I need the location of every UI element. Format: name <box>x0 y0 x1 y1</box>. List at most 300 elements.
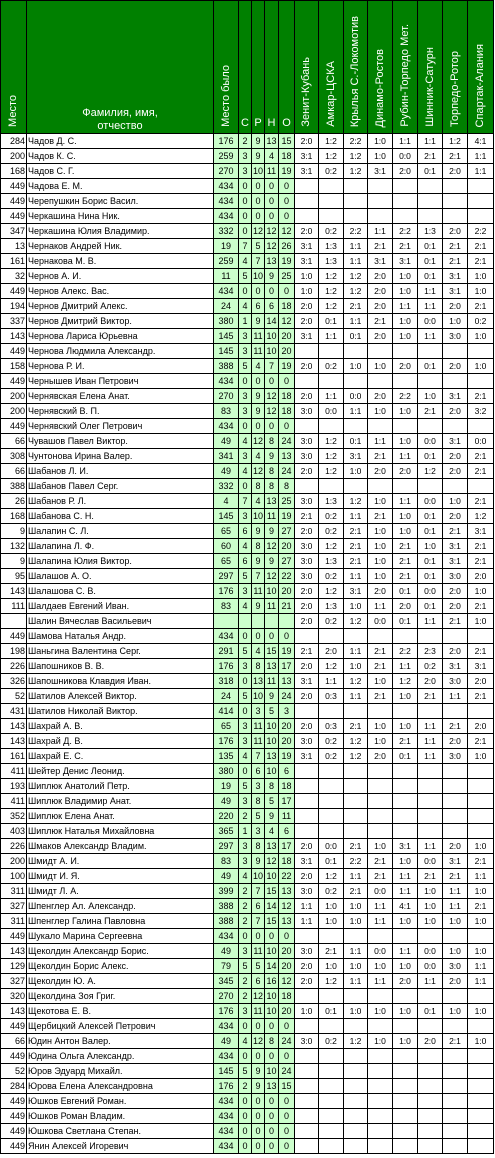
was-cell: 145 <box>214 509 239 524</box>
h-cell: 14 <box>265 899 279 914</box>
place-cell: 32 <box>1 269 27 284</box>
h-cell: 12 <box>265 854 279 869</box>
o-cell: 13 <box>279 449 295 464</box>
score-cell: 1:1 <box>368 224 393 239</box>
score-cell: 2:1 <box>443 1034 468 1049</box>
name-cell: Шатилов Алексей Виктор. <box>27 689 214 704</box>
score-cell: 1:0 <box>468 1034 494 1049</box>
c-cell: 5 <box>239 569 252 584</box>
score-cell: 2:1 <box>368 869 393 884</box>
h-cell: 0 <box>265 194 279 209</box>
r-cell: 9 <box>252 524 265 539</box>
score-cell: 1:0 <box>468 284 494 299</box>
score-cell <box>344 479 368 494</box>
score-cell: 0:0 <box>418 854 443 869</box>
c-cell: 0 <box>239 1019 252 1034</box>
score-cell <box>344 1049 368 1064</box>
score-cell: 1:2 <box>319 269 344 284</box>
score-cell: 1:0 <box>295 269 319 284</box>
r-cell: 7 <box>252 884 265 899</box>
score-cell: 3:1 <box>393 839 418 854</box>
was-cell: 49 <box>214 944 239 959</box>
score-cell: 1:1 <box>468 164 494 179</box>
r-cell: 0 <box>252 1109 265 1124</box>
c-cell: 2 <box>239 809 252 824</box>
name-cell: Чернова Лариса Юрьевна <box>27 329 214 344</box>
c-cell: 2 <box>239 134 252 149</box>
score-cell: 2:1 <box>468 734 494 749</box>
name-cell: Щеколдин Борис Алекс. <box>27 959 214 974</box>
table-row <box>1 1049 494 1064</box>
place-cell: 449 <box>1 209 27 224</box>
score-cell <box>468 794 494 809</box>
o-cell: 8 <box>279 479 295 494</box>
score-cell: 1:0 <box>295 1004 319 1019</box>
score-cell: 1:1 <box>393 494 418 509</box>
score-cell <box>368 344 393 359</box>
score-cell: 0:0 <box>368 944 393 959</box>
score-cell <box>443 179 468 194</box>
o-cell: 12 <box>279 899 295 914</box>
table-row <box>1 1034 494 1049</box>
score-cell: 0:1 <box>418 599 443 614</box>
place-cell: 431 <box>1 704 27 719</box>
place-cell: 449 <box>1 284 27 299</box>
was-cell: 434 <box>214 209 239 224</box>
score-cell: 2:1 <box>468 899 494 914</box>
score-cell: 3:0 <box>295 884 319 899</box>
was-cell: 49 <box>214 794 239 809</box>
place-cell: 449 <box>1 929 27 944</box>
c-cell: 0 <box>239 674 252 689</box>
c-cell: 3 <box>239 839 252 854</box>
score-cell <box>319 1109 344 1124</box>
score-cell: 2:0 <box>368 269 393 284</box>
h-cell: 12 <box>265 224 279 239</box>
score-cell: 1:0 <box>295 284 319 299</box>
was-cell: 434 <box>214 1019 239 1034</box>
score-cell: 1:1 <box>295 914 319 929</box>
r-cell: 11 <box>252 584 265 599</box>
was-cell: 345 <box>214 974 239 989</box>
score-cell <box>368 209 393 224</box>
score-cell: 3:1 <box>468 524 494 539</box>
c-cell: 3 <box>239 944 252 959</box>
table-row <box>1 824 494 839</box>
score-cell <box>368 779 393 794</box>
table-row <box>1 1064 494 1079</box>
score-cell: 0:0 <box>393 149 418 164</box>
score-cell: 0:1 <box>418 509 443 524</box>
match-header: Рубин-Торпедо Мет. <box>393 1 418 134</box>
name-cell: Шейтер Денис Леонид. <box>27 764 214 779</box>
o-cell: 20 <box>279 944 295 959</box>
score-cell <box>344 794 368 809</box>
score-cell: 1:1 <box>368 599 393 614</box>
score-cell <box>368 989 393 1004</box>
score-cell <box>443 929 468 944</box>
score-cell: 1:0 <box>468 749 494 764</box>
score-cell: 3:0 <box>443 959 468 974</box>
score-cell: 1:1 <box>443 884 468 899</box>
table-row <box>1 239 494 254</box>
score-cell: 0:2 <box>319 359 344 374</box>
table-row <box>1 494 494 509</box>
o-cell: 13 <box>279 884 295 899</box>
score-cell: 2:1 <box>468 539 494 554</box>
score-cell <box>344 764 368 779</box>
name-cell: Шиплюк Владимир Анат. <box>27 794 214 809</box>
place-cell: 200 <box>1 389 27 404</box>
table-row <box>1 284 494 299</box>
c-cell: 5 <box>239 779 252 794</box>
score-cell: 2:0 <box>295 959 319 974</box>
score-cell: 1:0 <box>468 839 494 854</box>
score-cell: 2:1 <box>368 659 393 674</box>
score-cell: 3:0 <box>295 404 319 419</box>
place-cell: 66 <box>1 464 27 479</box>
was-cell: 24 <box>214 299 239 314</box>
score-cell: 1:3 <box>319 599 344 614</box>
score-cell <box>468 1064 494 1079</box>
score-cell: 2:1 <box>319 944 344 959</box>
score-cell: 2:0 <box>295 524 319 539</box>
score-cell: 0:0 <box>418 959 443 974</box>
score-cell <box>368 479 393 494</box>
table-row <box>1 674 494 689</box>
score-cell <box>468 929 494 944</box>
c-cell: 0 <box>239 704 252 719</box>
place-cell: 226 <box>1 659 27 674</box>
place-cell: 198 <box>1 644 27 659</box>
score-cell <box>368 764 393 779</box>
r-cell: 12 <box>252 464 265 479</box>
r-cell: 7 <box>252 914 265 929</box>
score-cell <box>418 419 443 434</box>
c-cell: 4 <box>239 1034 252 1049</box>
table-row <box>1 914 494 929</box>
score-cell: 2:0 <box>443 464 468 479</box>
score-cell: 3:0 <box>295 539 319 554</box>
score-cell <box>319 374 344 389</box>
score-cell <box>443 1109 468 1124</box>
score-cell: 2:1 <box>468 464 494 479</box>
score-cell: 1:1 <box>418 134 443 149</box>
place-cell: 194 <box>1 299 27 314</box>
h-cell: 14 <box>265 959 279 974</box>
r-cell: 0 <box>252 1094 265 1109</box>
table-row <box>1 809 494 824</box>
h-cell: 8 <box>265 479 279 494</box>
r-cell: 11 <box>252 734 265 749</box>
name-cell: Шиплюк Елена Анат. <box>27 809 214 824</box>
o-cell: 17 <box>279 659 295 674</box>
score-cell: 0:1 <box>418 254 443 269</box>
score-cell <box>468 779 494 794</box>
name-cell: Шахрай Е. С. <box>27 749 214 764</box>
score-cell <box>344 1019 368 1034</box>
score-cell <box>443 1094 468 1109</box>
table-row <box>1 719 494 734</box>
c-cell: 7 <box>239 239 252 254</box>
score-cell: 2:0 <box>295 689 319 704</box>
score-cell: 1:2 <box>344 1034 368 1049</box>
score-cell: 1:1 <box>468 149 494 164</box>
score-cell <box>344 629 368 644</box>
score-cell: 2:0 <box>443 359 468 374</box>
c-cell: 0 <box>239 929 252 944</box>
was-cell: 176 <box>214 659 239 674</box>
table-row <box>1 419 494 434</box>
match-header: Шинник-Сатурн <box>418 1 443 134</box>
c-cell: 0 <box>239 374 252 389</box>
r-cell: 3 <box>252 779 265 794</box>
score-cell <box>393 704 418 719</box>
score-cell <box>393 179 418 194</box>
place-cell: 143 <box>1 1004 27 1019</box>
c-cell: 4 <box>239 464 252 479</box>
score-cell <box>344 1124 368 1139</box>
score-cell: 1:0 <box>468 584 494 599</box>
h-cell: 14 <box>265 314 279 329</box>
o-cell: 24 <box>279 1064 295 1079</box>
place-cell: 411 <box>1 794 27 809</box>
o-cell: 6 <box>279 824 295 839</box>
name-cell: Чадов Д. С. <box>27 134 214 149</box>
o-cell: 22 <box>279 569 295 584</box>
r-cell: 9 <box>252 389 265 404</box>
table-row <box>1 179 494 194</box>
score-cell: 2:0 <box>443 404 468 419</box>
was-header: Место было <box>214 1 239 134</box>
score-cell <box>344 419 368 434</box>
score-cell: 2:1 <box>443 239 468 254</box>
score-cell: 1:0 <box>344 659 368 674</box>
was-cell: 176 <box>214 734 239 749</box>
score-cell <box>319 824 344 839</box>
score-cell: 3:0 <box>295 494 319 509</box>
was-cell: 145 <box>214 329 239 344</box>
place-cell: 449 <box>1 629 27 644</box>
score-cell <box>418 989 443 1004</box>
score-cell: 0:3 <box>319 719 344 734</box>
h-cell: 8 <box>265 779 279 794</box>
name-cell: Шмаков Александр Владим. <box>27 839 214 854</box>
table-row <box>1 944 494 959</box>
place-cell: 168 <box>1 164 27 179</box>
score-cell: 2:1 <box>443 869 468 884</box>
table-row <box>1 629 494 644</box>
score-cell <box>418 809 443 824</box>
score-cell <box>368 1109 393 1124</box>
table-row <box>1 1094 494 1109</box>
table-row <box>1 374 494 389</box>
score-cell: 0:2 <box>319 224 344 239</box>
name-cell: Шалапин С. Л. <box>27 524 214 539</box>
score-cell: 2:0 <box>368 749 393 764</box>
c-cell: 1 <box>239 314 252 329</box>
score-cell <box>443 209 468 224</box>
place-cell: 449 <box>1 374 27 389</box>
score-cell: 1:0 <box>443 944 468 959</box>
score-cell <box>468 179 494 194</box>
score-cell: 1:2 <box>319 434 344 449</box>
score-cell: 2:0 <box>295 974 319 989</box>
score-cell: 2:0 <box>468 569 494 584</box>
place-header: Место <box>1 1 27 134</box>
r-cell: 0 <box>252 179 265 194</box>
was-cell: 434 <box>214 1109 239 1124</box>
was-cell: 49 <box>214 1034 239 1049</box>
score-cell <box>295 794 319 809</box>
score-cell: 1:1 <box>468 959 494 974</box>
score-cell <box>319 809 344 824</box>
table-row <box>1 299 494 314</box>
c-cell: 2 <box>239 974 252 989</box>
name-cell: Щербицкий Алексей Петрович <box>27 1019 214 1034</box>
table-row <box>1 1079 494 1094</box>
name-cell: Шукало Марина Сергеевна <box>27 929 214 944</box>
o-cell: 19 <box>279 644 295 659</box>
score-cell: 3:0 <box>295 449 319 464</box>
o-cell: 6 <box>279 764 295 779</box>
score-cell: 1:0 <box>368 569 393 584</box>
name-cell: Шмидт Л. А. <box>27 884 214 899</box>
o-cell: 0 <box>279 1124 295 1139</box>
score-cell <box>468 419 494 434</box>
score-cell <box>319 1124 344 1139</box>
place-cell: 193 <box>1 779 27 794</box>
score-cell: 0:1 <box>418 359 443 374</box>
c-cell: 2 <box>239 989 252 1004</box>
score-cell <box>319 1139 344 1154</box>
name-cell: Чернявский В. П. <box>27 404 214 419</box>
score-cell: 1:1 <box>344 869 368 884</box>
place-cell: 9 <box>1 524 27 539</box>
score-cell: 3:1 <box>368 254 393 269</box>
score-cell: 2:0 <box>295 869 319 884</box>
c-cell: 3 <box>239 794 252 809</box>
score-cell: 1:0 <box>443 494 468 509</box>
table-row <box>1 749 494 764</box>
table-row <box>1 344 494 359</box>
score-cell <box>418 779 443 794</box>
score-cell: 1:0 <box>393 404 418 419</box>
c-cell: 0 <box>239 764 252 779</box>
score-cell: 3:1 <box>468 659 494 674</box>
name-cell: Шалашова С. В. <box>27 584 214 599</box>
score-cell <box>393 629 418 644</box>
score-cell <box>319 1064 344 1079</box>
place-cell: 326 <box>1 674 27 689</box>
score-cell: 1:0 <box>368 734 393 749</box>
r-cell: 9 <box>252 1064 265 1079</box>
was-cell: 270 <box>214 989 239 1004</box>
score-cell: 2:1 <box>418 689 443 704</box>
c-cell: 0 <box>239 419 252 434</box>
score-cell <box>368 1139 393 1154</box>
score-cell: 2:1 <box>393 554 418 569</box>
c-cell: 0 <box>239 1094 252 1109</box>
was-cell: 65 <box>214 554 239 569</box>
score-cell: 1:1 <box>344 974 368 989</box>
score-cell: 2:0 <box>418 1034 443 1049</box>
o-cell: 12 <box>279 974 295 989</box>
score-cell <box>468 824 494 839</box>
score-cell: 2:1 <box>468 689 494 704</box>
place-cell: 449 <box>1 179 27 194</box>
score-cell <box>319 1019 344 1034</box>
c-cell: 0 <box>239 284 252 299</box>
score-cell: 1:1 <box>344 254 368 269</box>
score-cell: 2:2 <box>344 134 368 149</box>
r-cell: 12 <box>252 224 265 239</box>
score-cell: 3:0 <box>443 674 468 689</box>
name-cell: Шабанова С. Н. <box>27 509 214 524</box>
score-cell: 2:1 <box>468 254 494 269</box>
table-row <box>1 509 494 524</box>
score-cell: 0:1 <box>418 524 443 539</box>
score-cell: 1:1 <box>344 239 368 254</box>
score-cell <box>393 794 418 809</box>
h-cell: 0 <box>265 1139 279 1154</box>
score-cell: 1:0 <box>468 884 494 899</box>
score-cell: 1:0 <box>368 719 393 734</box>
place-cell: 66 <box>1 434 27 449</box>
score-cell: 0:1 <box>393 614 418 629</box>
r-cell: 4 <box>252 449 265 464</box>
score-cell: 2:2 <box>344 224 368 239</box>
c-cell: 3 <box>239 449 252 464</box>
score-cell <box>344 929 368 944</box>
score-cell <box>418 1094 443 1109</box>
place-cell: 449 <box>1 344 27 359</box>
name-cell: Юдина Ольга Александр. <box>27 1049 214 1064</box>
o-cell: 20 <box>279 719 295 734</box>
score-cell: 2:1 <box>443 614 468 629</box>
score-cell: 4:1 <box>393 899 418 914</box>
score-cell: 1:1 <box>418 614 443 629</box>
h-cell: 7 <box>265 359 279 374</box>
place-cell: 411 <box>1 764 27 779</box>
o-cell: 24 <box>279 689 295 704</box>
score-cell: 0:2 <box>418 659 443 674</box>
r-cell: 9 <box>252 134 265 149</box>
score-cell: 1:0 <box>418 884 443 899</box>
name-cell: Юшков Евгений Роман. <box>27 1094 214 1109</box>
name-cell: Щеколдин Александр Борис. <box>27 944 214 959</box>
place-cell: 143 <box>1 329 27 344</box>
score-cell: 2:0 <box>443 644 468 659</box>
r-cell: 9 <box>252 599 265 614</box>
h-cell: 12 <box>265 389 279 404</box>
h-header: Н <box>265 1 279 134</box>
table-row <box>1 854 494 869</box>
score-cell <box>319 1049 344 1064</box>
table-row <box>1 959 494 974</box>
score-cell: 2:1 <box>295 644 319 659</box>
score-cell <box>319 479 344 494</box>
score-cell <box>368 1049 393 1064</box>
name-cell: Шалапина Л. Ф. <box>27 539 214 554</box>
score-cell: 1:3 <box>418 224 443 239</box>
score-cell <box>468 989 494 1004</box>
score-cell: 2:0 <box>393 599 418 614</box>
score-cell <box>393 809 418 824</box>
match-header: Зенит-Кубань <box>295 1 319 134</box>
score-cell: 1:0 <box>368 494 393 509</box>
score-cell: 3:1 <box>295 749 319 764</box>
